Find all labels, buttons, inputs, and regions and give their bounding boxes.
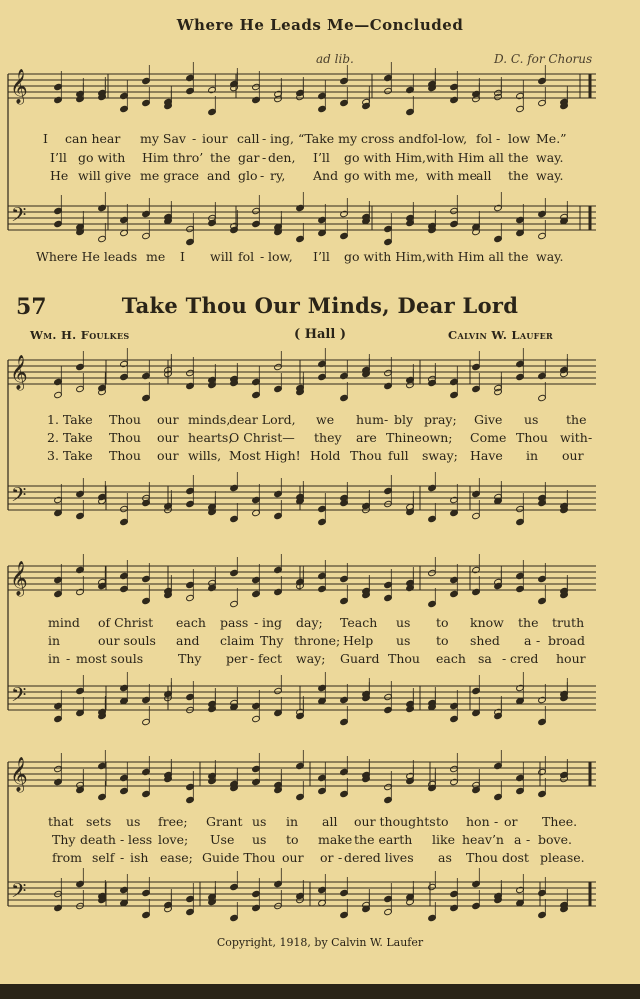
lyric-word: minds, [188, 412, 231, 427]
lyric-word: or [504, 814, 518, 829]
bass-clef-icon: 𝄢 [11, 203, 27, 231]
lyric-word: 2. Take [47, 430, 93, 445]
lyric-word: with me [426, 168, 477, 183]
lyric-word: glo [238, 168, 258, 183]
lyric-word: to [436, 814, 449, 829]
lyric-word: - [120, 850, 125, 865]
treble-clef-icon: 𝄞 [10, 355, 28, 390]
lyric-word: our thoughts [354, 814, 436, 829]
lyric-word: will give [78, 168, 132, 183]
lyric-word: Thou [109, 430, 141, 445]
lyric-word: me [146, 249, 166, 264]
lyric-word: each [176, 615, 206, 630]
hymn-title: Take Thou Our Minds, Dear Lord [121, 293, 519, 318]
lyric-word: all [322, 814, 338, 829]
bass-clef-icon: 𝄢 [11, 483, 27, 511]
lyric-word: way. [536, 249, 564, 264]
lyric-word: - [262, 131, 267, 146]
lyric-word: - [250, 651, 255, 666]
lyric-word: ry, [270, 168, 286, 183]
lyric-word: like [432, 832, 455, 847]
lyric-word: wills, [188, 448, 222, 463]
lyric-word: that [48, 814, 74, 829]
lyric-word: - [192, 131, 197, 146]
lyric-word: dear Lord, [229, 412, 296, 427]
lyric-word: I [43, 131, 48, 146]
lyric-word: Use [210, 832, 235, 847]
lyric-word: cred [510, 651, 539, 666]
lyric-word: us [126, 814, 141, 829]
lyric-word: - [496, 131, 501, 146]
lyric-word: in [286, 814, 299, 829]
lyric-word: - [494, 814, 499, 829]
lyric-word: with Him all [426, 150, 504, 165]
treble-clef-icon: 𝄞 [10, 561, 28, 596]
lyric-word: Guide Thou [202, 850, 276, 865]
lyric-word: and [176, 633, 200, 648]
hymn-number: 57 [16, 294, 47, 320]
lyric-word: in [48, 633, 61, 648]
lyric-word: make [318, 832, 353, 847]
lyric-word: “Take my cross and [298, 131, 422, 146]
lyric-word: day; [296, 615, 323, 630]
lyric-word: go with [78, 150, 126, 165]
lyric-word: heav’n [462, 832, 504, 847]
lyric-word: Thee. [542, 814, 578, 829]
lyric-word: Me.” [536, 131, 567, 146]
lyric-word: hon [466, 814, 490, 829]
lyric-word: our [157, 430, 179, 445]
lyric-word: gar [238, 150, 260, 165]
lyric-word: please. [540, 850, 585, 865]
lyric-word: - [262, 150, 267, 165]
lyric-word: 3. Take [47, 448, 93, 463]
lyric-word: Thou [109, 448, 141, 463]
lyric-word: Him thro’ [142, 150, 204, 165]
lyric-word: Grant [206, 814, 243, 829]
lyric-word: mind [48, 615, 80, 630]
lyric-word: sway; [422, 448, 458, 463]
treble-clef-icon: 𝄞 [10, 69, 28, 104]
lyric-word: Hold [310, 448, 341, 463]
lyric-word: to [436, 615, 449, 630]
lyric-word: - [338, 850, 343, 865]
lyric-word: from [52, 850, 82, 865]
lyric-word: and [207, 168, 231, 183]
lyric-word: know [470, 615, 504, 630]
lyric-word: own; [422, 430, 453, 445]
lyric-word: self [92, 850, 115, 865]
lyric-word: go with Him, [344, 150, 426, 165]
hymn-composer: Calvin W. Laufer [448, 328, 553, 342]
lyric-word: throne; [294, 633, 341, 648]
lyric-word: And [313, 168, 339, 183]
lyric-word: our [562, 448, 584, 463]
lyric-word: most souls [76, 651, 144, 666]
lyric-word: fect [258, 651, 283, 666]
lyric-word: will [210, 249, 233, 264]
lyric-word: all [476, 168, 492, 183]
lyric-word: hearts, [188, 430, 233, 445]
lyric-word: way; [296, 651, 326, 666]
lyric-word: they [314, 430, 342, 445]
lyric-word: love; [158, 832, 189, 847]
lyric-word: dered lives [344, 850, 414, 865]
lyric-word: my Sav [140, 131, 186, 146]
lyric-word: He [50, 168, 69, 183]
lyric-word: Teach [340, 615, 378, 630]
lyric-word: - [254, 615, 259, 630]
lyric-word: to [286, 832, 299, 847]
lyric-word: low [508, 131, 531, 146]
lyric-word: Thou [109, 412, 141, 427]
lyric-word: Most High! [229, 448, 301, 463]
lyric-word: free; [158, 814, 188, 829]
lyric-word: Guard [340, 651, 380, 666]
lyric-word: or [320, 850, 334, 865]
lyric-word: full [388, 448, 409, 463]
lyric-word: den, [268, 150, 296, 165]
lyric-word: Thy [260, 633, 284, 648]
lyric-word: way. [536, 168, 564, 183]
lyric-word: Thy [178, 651, 202, 666]
lyric-word: Thou dost [466, 850, 529, 865]
lyric-word: ish [130, 850, 149, 865]
lyric-word: iour [202, 131, 228, 146]
lyric-word: Help [343, 633, 374, 648]
lyric-word: broad [548, 633, 585, 648]
lyric-word: our [157, 448, 179, 463]
bass-clef-icon: 𝄢 [11, 683, 27, 711]
lyric-word: are [356, 430, 377, 445]
lyric-word: pray; [424, 412, 457, 427]
lyric-word: hum [356, 412, 384, 427]
lyric-word: Thou [516, 430, 548, 445]
lyric-word: Thy [52, 832, 76, 847]
lyric-word: ing [262, 615, 283, 630]
running-title: Where He Leads Me—Concluded [176, 16, 464, 34]
lyric-word: in [48, 651, 61, 666]
lyric-word: the [210, 150, 231, 165]
lyric-word: - [260, 168, 265, 183]
lyric-word: O Christ— [229, 430, 295, 445]
dc-direction: D. C. for Chorus [494, 52, 593, 66]
lyric-word: with Him all [426, 249, 504, 264]
lyric-word: each [436, 651, 466, 666]
lyric-word: death [80, 832, 116, 847]
ad-lib-direction: ad lib. [316, 52, 354, 66]
lyric-word: Thou [350, 448, 382, 463]
lyric-word: go with Him, [344, 249, 426, 264]
lyric-word: I [180, 249, 185, 264]
lyric-word: in [526, 448, 539, 463]
lyric-word: fol [238, 249, 255, 264]
lyric-word: a [514, 832, 522, 847]
lyric-word: we [316, 412, 335, 427]
lyric-word: Come [470, 430, 507, 445]
lyric-word: - [260, 249, 265, 264]
lyric-word: - [588, 430, 593, 445]
hymn-author: Wm. H. Foulkes [30, 328, 130, 342]
lyric-word: low, [268, 249, 293, 264]
bass-clef-icon: 𝄢 [11, 879, 27, 907]
lyric-word: us [396, 633, 411, 648]
lyric-word: - [66, 651, 71, 666]
lyric-word: per [226, 651, 248, 666]
lyric-word: Give [474, 412, 503, 427]
copyright-notice: Copyright, 1918, by Calvin W. Laufer [216, 936, 424, 949]
lyric-word: our souls [98, 633, 156, 648]
scan-edge [0, 984, 640, 999]
lyric-word: bly [394, 412, 414, 427]
lyric-word: go with me, [344, 168, 419, 183]
lyric-word: can hear [65, 131, 121, 146]
lyric-word: to [436, 633, 449, 648]
lyric-word: a [524, 633, 532, 648]
lyric-word: less [128, 832, 153, 847]
lyric-word: 1. Take [47, 412, 93, 427]
lyric-word: Have [470, 448, 503, 463]
lyric-word: I’ll [313, 249, 330, 264]
lyric-word: shed [470, 633, 500, 648]
lyric-word: claim [220, 633, 255, 648]
lyric-word: our [157, 412, 179, 427]
lyric-word: me grace [140, 168, 200, 183]
lyric-word: hour [556, 651, 586, 666]
lyric-word: as [438, 850, 452, 865]
hymn-tune: ( Hall ) [294, 327, 346, 342]
lyric-word: sets [86, 814, 112, 829]
lyric-word: pass [220, 615, 249, 630]
lyric-word: I’ll [50, 150, 67, 165]
lyric-word: the earth [354, 832, 413, 847]
treble-clef-icon: 𝄞 [10, 757, 28, 792]
lyric-word: the [566, 412, 587, 427]
lyric-word: fol-low, [422, 131, 468, 146]
lyric-word: Where He leads [36, 249, 138, 264]
lyric-word: - [384, 412, 389, 427]
lyric-word: call [237, 131, 260, 146]
lyric-word: of Christ [98, 615, 154, 630]
lyric-word: bove. [538, 832, 572, 847]
lyric-word: the [508, 249, 529, 264]
lyric-word: with [560, 430, 588, 445]
lyric-word: Thou [388, 651, 420, 666]
lyric-word: I’ll [313, 150, 330, 165]
lyric-word: our [282, 850, 304, 865]
lyric-word: - [120, 832, 125, 847]
lyric-word: fol [476, 131, 493, 146]
lyric-word: the [518, 615, 539, 630]
lyric-word: us [396, 615, 411, 630]
lyric-word: - [502, 651, 507, 666]
lyric-word: the [508, 168, 529, 183]
lyric-word: - [536, 633, 541, 648]
lyric-word: - [526, 832, 531, 847]
lyric-word: ease; [160, 850, 193, 865]
lyric-word: truth [552, 615, 585, 630]
lyric-word: way. [536, 150, 564, 165]
lyric-word: the [508, 150, 529, 165]
lyric-word: us [252, 814, 267, 829]
lyric-word: Thine [386, 430, 422, 445]
lyric-word: us [524, 412, 539, 427]
lyric-word: sa [478, 651, 492, 666]
lyric-word: ing, [270, 131, 295, 146]
lyric-word: us [252, 832, 267, 847]
